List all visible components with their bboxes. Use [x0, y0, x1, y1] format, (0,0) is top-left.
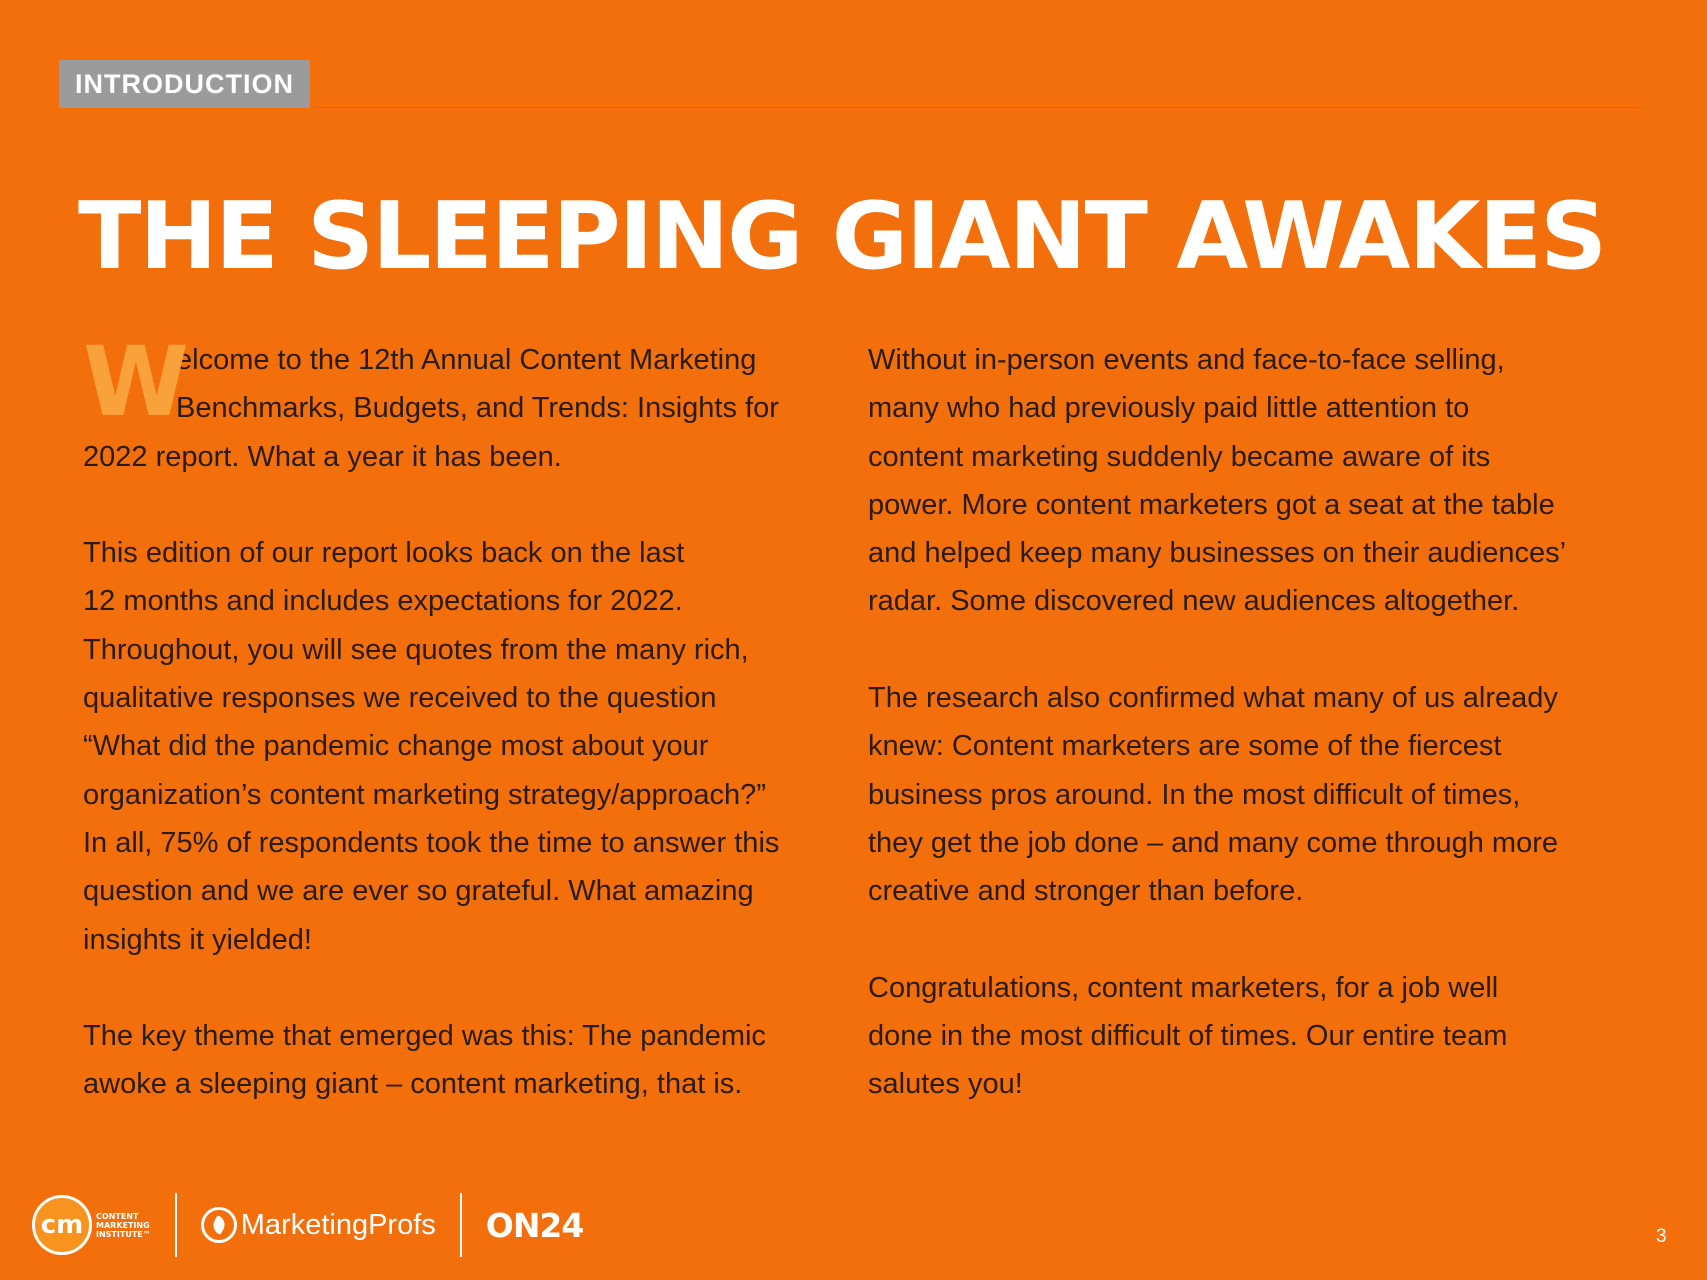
- text-line: awoke a sleeping giant – content marketing, that is.: [83, 1068, 743, 1101]
- text-line: organization’s content marketing strategy/approach?”: [83, 778, 766, 811]
- on24-logo: ON24: [485, 1205, 584, 1245]
- text-line: This edition of our report looks back on the last: [83, 537, 685, 570]
- text-line: The research also confirmed what many of us already: [868, 682, 1558, 715]
- cmi-logo-icon: cm: [32, 1195, 92, 1255]
- text-line: Throughout, you will see quotes from the many rich,: [83, 633, 749, 666]
- text-line: qualitative responses we received to the question: [83, 682, 717, 715]
- footer-logos: [32, 1190, 583, 1260]
- text-line: power. More content marketers got a seat at the table: [868, 488, 1555, 521]
- text-line: Benchmarks, Budgets, and Trends: Insights for: [176, 392, 779, 425]
- header-rule: [313, 107, 1645, 108]
- text-line: they get the job done – and many come through more: [868, 826, 1558, 859]
- text-line: insights it yielded!: [83, 923, 312, 956]
- marketingprofs-logo-text: MarketingProfs: [240, 1208, 436, 1241]
- page-title: THE SLEEPING GIANT AWAKES: [78, 182, 1606, 290]
- text-line: elcome to the 12th Annual Content Marketing: [176, 344, 757, 376]
- research-paragraph: [868, 674, 1658, 915]
- marketingprofs-logo: [201, 1207, 436, 1243]
- text-line: Congratulations, content marketers, for a job well: [868, 971, 1499, 1004]
- right-column: [868, 336, 1658, 1157]
- text-line: radar. Some discovered new audiences altogether.: [868, 585, 1520, 618]
- drop-cap: W: [83, 326, 189, 438]
- edition-paragraph: [83, 529, 863, 964]
- cmi-logo-text: CONTENT MARKETING INSTITUTE™: [96, 1211, 151, 1239]
- congratulations-paragraph: [868, 964, 1658, 1109]
- page-number: 3: [1656, 1226, 1667, 1247]
- text-line: business pros around. In the most difficult of times,: [868, 778, 1521, 811]
- text-line: “What did the pandemic change most about your: [83, 730, 709, 763]
- theme-paragraph: [83, 1012, 863, 1109]
- text-line: done in the most difficult of times. Our entire team: [868, 1020, 1508, 1053]
- text-line: Without in-person events and face-to-face selling,: [868, 344, 1505, 376]
- text-line: In all, 75% of respondents took the time to answer this: [83, 826, 780, 859]
- intro-paragraph: [83, 326, 863, 481]
- text-line: The key theme that emerged was this: The pandemic: [83, 1020, 766, 1053]
- marketingprofs-icon: [201, 1207, 237, 1243]
- text-line: creative and stronger than before.: [868, 875, 1304, 908]
- text-line: salutes you!: [868, 1068, 1023, 1101]
- text-line: and helped keep many businesses on their audiences’: [868, 537, 1567, 570]
- text-line: many who had previously paid little attention to: [868, 392, 1470, 425]
- awareness-paragraph: [868, 336, 1658, 626]
- left-column: [83, 326, 863, 1157]
- cmi-logo: [32, 1195, 151, 1255]
- footer-divider: [175, 1193, 177, 1257]
- footer-divider: [460, 1193, 462, 1257]
- text-line: question and we are ever so grateful. What amazing: [83, 875, 754, 908]
- section-tag: INTRODUCTION: [59, 60, 310, 108]
- text-line: content marketing suddenly became aware of its: [868, 440, 1491, 473]
- text-line: 12 months and includes expectations for 2022.: [83, 585, 683, 618]
- text-line: knew: Content marketers are some of the fiercest: [868, 730, 1502, 763]
- text-line: 2022 report. What a year it has been.: [83, 440, 562, 473]
